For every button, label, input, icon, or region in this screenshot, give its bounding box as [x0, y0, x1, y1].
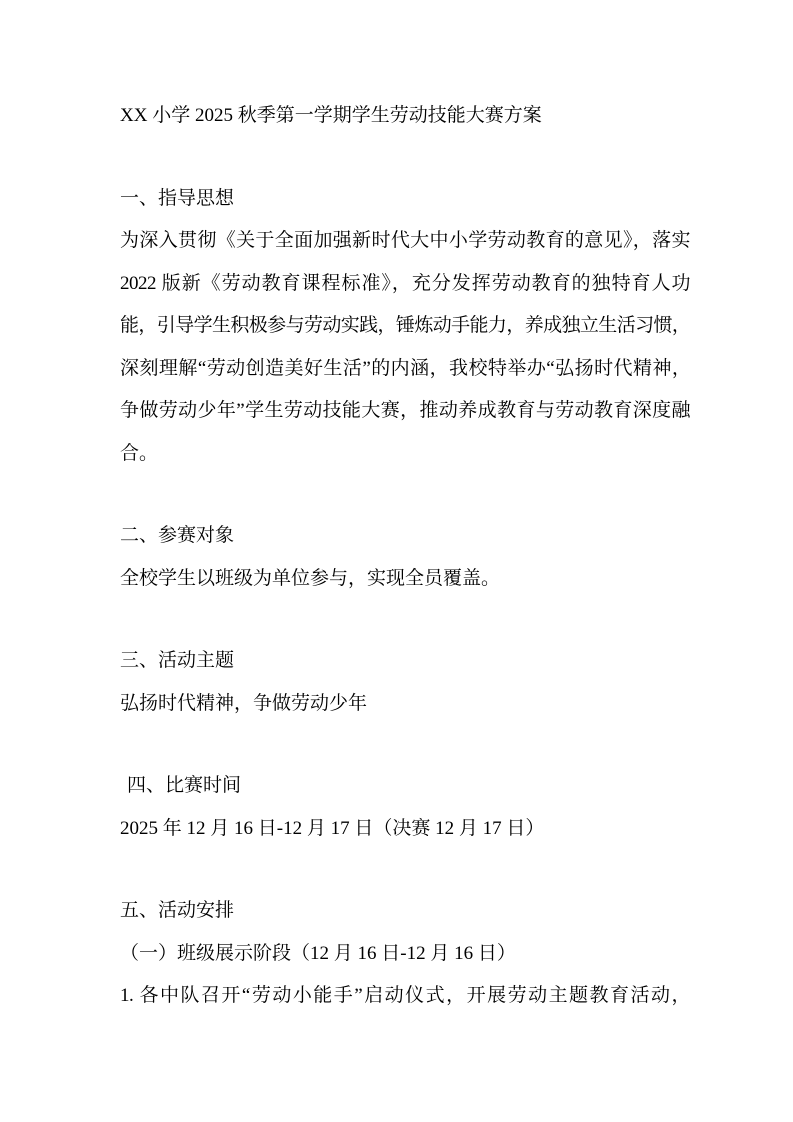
body-line: （一）班级展示阶段（12 月 16 日-12 月 16 日） — [120, 942, 516, 964]
section-heading-3: 三、活动主题 — [120, 650, 235, 671]
body-line: 全校学生以班级为单位参与，实现全员覆盖。 — [120, 567, 501, 589]
section-heading-2: 二、参赛对象 — [120, 525, 235, 546]
body-line: 2022 版新《劳动教育课程标准》，充分发挥劳动教育的独特育人功 — [120, 272, 690, 294]
body-line: 为深入贯彻《关于全面加强新时代大中小学劳动教育的意见》，落实 — [120, 230, 690, 251]
body-line: 合。 — [120, 442, 159, 464]
body-line: 争做劳动少年”学生劳动技能大赛，推动养成教育与劳动教育深度融 — [120, 400, 690, 421]
body-line: 能，引导学生积极参与劳动实践，锤炼动手能力，养成独立生活习惯， — [120, 315, 690, 336]
section-heading-1: 一、指导思想 — [120, 187, 235, 209]
body-line: 2025 年 12 月 16 日-12 月 17 日（决赛 12 月 17 日） — [120, 817, 545, 839]
blank-line — [120, 138, 690, 178]
body-line: 弘扬时代精神，争做劳动少年 — [120, 692, 368, 714]
doc-title: XX 小学 2025 秋季第一学期学生劳动技能大赛方案 — [120, 105, 542, 126]
section-heading-4: 四、比赛时间 — [127, 775, 242, 796]
blank-line — [120, 725, 690, 765]
blank-line — [120, 850, 690, 890]
body-line: 深刻理解“劳动创造美好生活”的内涵，我校特举办“弘扬时代精神， — [120, 357, 690, 379]
blank-line — [120, 475, 690, 515]
body-line: 1. 各中队召开“劳动小能手”启动仪式，开展劳动主题教育活动， — [120, 985, 690, 1006]
section-heading-5: 五、活动安排 — [120, 900, 235, 921]
blank-line — [120, 600, 690, 640]
